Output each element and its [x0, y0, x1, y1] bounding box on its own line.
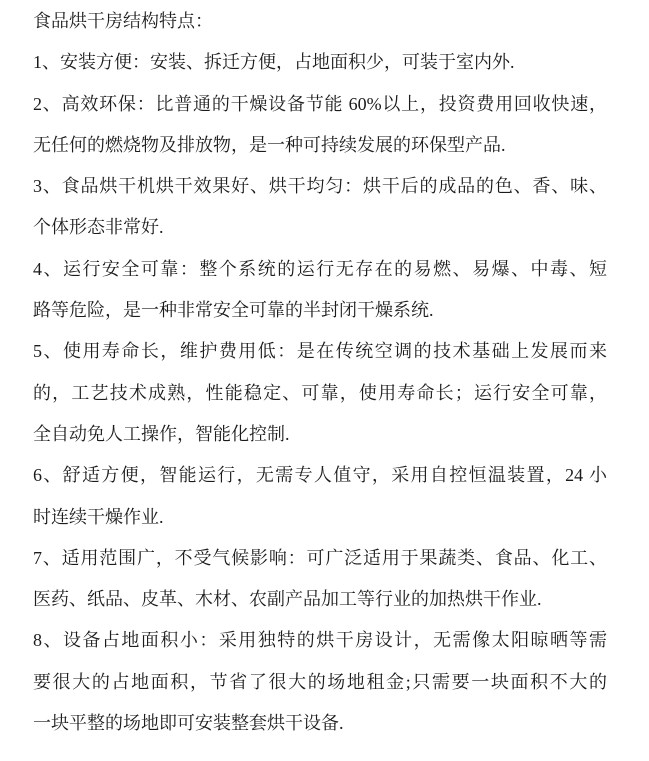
- text-line: 3、食品烘干机烘干效果好、烘干均匀：烘干后的成品的色、香、味、: [33, 176, 607, 197]
- text-line: 个体形态非常好.: [33, 217, 164, 238]
- text-line: 2、高效环保：比普通的干燥设备节能 60%以上，投资费用回收快速，: [33, 93, 607, 114]
- text-line: 7、适用范围广，不受气候影响：可广泛适用于果蔬类、食品、化工、: [33, 547, 607, 568]
- text-line: 6、舒适方便，智能运行，无需专人值守，采用自控恒温装置，24 小: [33, 465, 607, 486]
- text-line: 路等危险，是一种非常安全可靠的半封闭干燥系统.: [33, 300, 434, 321]
- text-line: 4、运行安全可靠：整个系统的运行无存在的易燃、易爆、中毒、短: [33, 258, 607, 279]
- text-line: 的，工艺技术成熟，性能稳定、可靠，使用寿命长；运行安全可靠，: [33, 382, 607, 403]
- text-line: 无任何的燃烧物及排放物，是一种可持续发展的环保型产品.: [33, 134, 506, 155]
- text-line: 1、安装方便：安装、拆迁方便，占地面积少，可装于室内外.: [33, 52, 515, 73]
- text-line: 5、使用寿命长，维护费用低：是在传统空调的技术基础上发展而来: [33, 341, 607, 362]
- document-text-block: [33, 1, 607, 744]
- text-line: 全自动免人工操作，智能化控制.: [33, 423, 290, 444]
- text-line: 医药、纸品、皮革、木材、农副产品加工等行业的加热烘干作业.: [33, 589, 542, 610]
- text-line: 8、设备占地面积小：采用独特的烘干房设计，无需像太阳晾晒等需: [33, 630, 607, 651]
- text-line: 时连续干燥作业.: [33, 506, 164, 527]
- text-line: 一块平整的场地即可安装整套烘干设备.: [33, 713, 344, 734]
- document-title-line: 食品烘干房结构特点：: [33, 11, 213, 31]
- text-line: 要很大的占地面积，节省了很大的场地租金;只需要一块面积不大的: [33, 671, 607, 692]
